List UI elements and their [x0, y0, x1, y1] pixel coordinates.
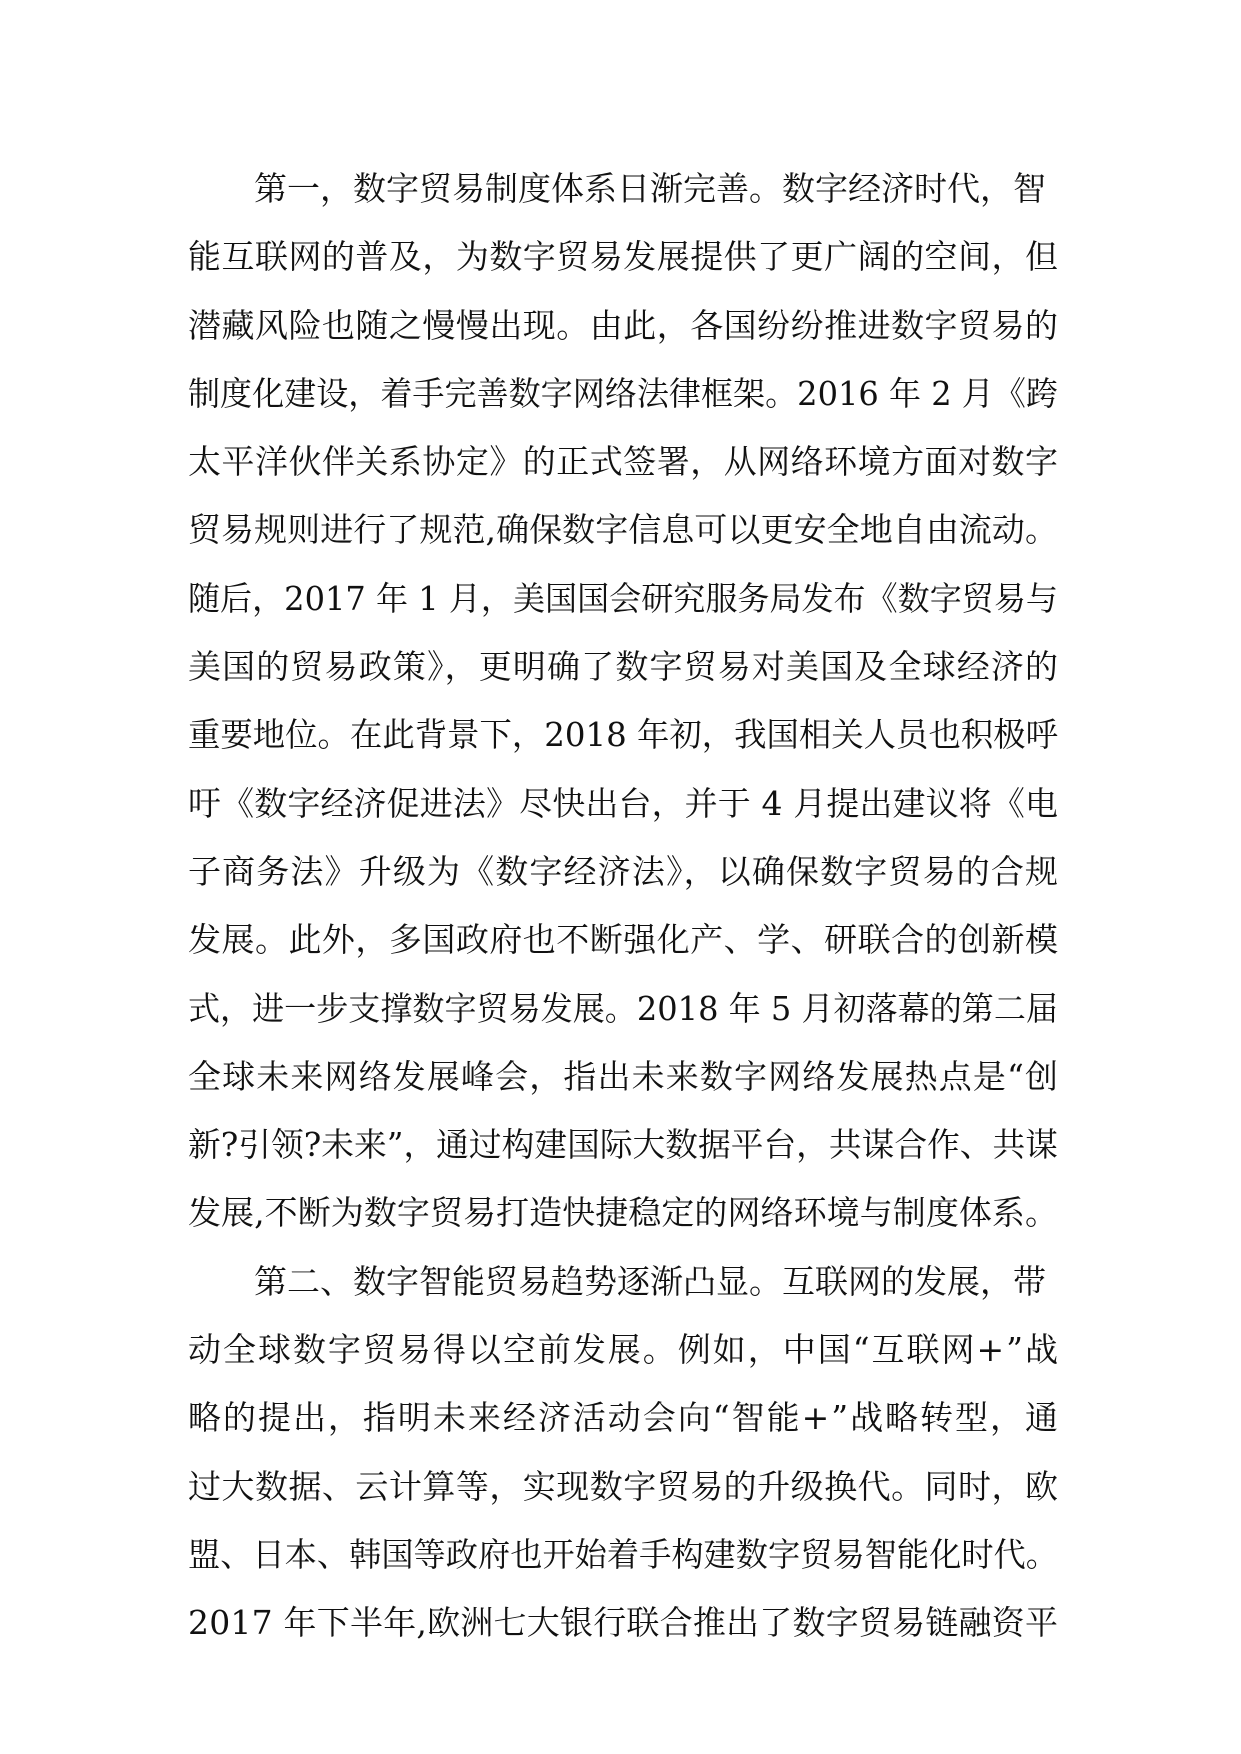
text-line: 美国的贸易政策》，更明确了数字贸易对美国及全球经济的 [188, 647, 1060, 687]
text-line: 发展,不断为数字贸易打造快捷稳定的网络环境与制度体系。 [188, 1193, 1059, 1233]
text-line: 过大数据、云计算等，实现数字贸易的升级换代。同时，欧 [188, 1466, 1059, 1506]
text-line: 潜藏风险也随之慢慢出现。由此，各国纷纷推进数字贸易的 [188, 305, 1059, 345]
text-line: 能互联网的普及，为数字贸易发展提供了更广阔的空间，但 [188, 237, 1059, 277]
text-line: 子商务法》升级为《数字经济法》，以确保数字贸易的合规 [188, 851, 1060, 891]
text-line: 重要地位。在此背景下，2018 年初，我国相关人员也积极呼 [188, 715, 1058, 755]
body-text [188, 155, 1058, 1658]
text-line: 略的提出，指明未来经济活动会向“智能+”战略转型，通 [188, 1398, 1060, 1438]
text-line: 全球未来网络发展峰会，指出未来数字网络发展热点是“创 [188, 1056, 1060, 1096]
text-line: 贸易规则进行了规范,确保数字信息可以更安全地自由流动。 [188, 510, 1059, 550]
text-line: 2017 年下半年,欧洲七大银行联合推出了数字贸易链融资平 [188, 1603, 1059, 1643]
text-line: 吁《数字经济促进法》尽快出台，并于 4 月提出建议将《电 [188, 783, 1059, 823]
text-line: 新?引领?未来”，通过构建国际大数据平台，共谋合作、共谋 [188, 1125, 1058, 1165]
paragraph-1 [188, 155, 1058, 1248]
text-line: 制度化建设，着手完善数字网络法律框架。2016 年 2 月《跨 [188, 373, 1058, 413]
text-line: 太平洋伙伴关系协定》的正式签署，从网络环境方面对数字 [188, 442, 1059, 482]
paragraph-2 [188, 1248, 1058, 1658]
text-line: 盟、日本、韩国等政府也开始着手构建数字贸易智能化时代。 [188, 1534, 1058, 1574]
text-line: 随后，2017 年 1 月，美国国会研究服务局发布《数字贸易与 [188, 578, 1058, 618]
text-line: 第二、数字智能贸易趋势逐渐凸显。互联网的发展，带 [254, 1261, 1046, 1301]
text-line: 第一，数字贸易制度体系日渐完善。数字经济时代，智 [254, 169, 1046, 208]
text-line: 发展。此外，多国政府也不断强化产、学、研联合的创新模 [188, 920, 1059, 960]
text-line: 动全球数字贸易得以空前发展。例如，中国“互联网+”战 [188, 1330, 1060, 1370]
text-line: 式，进一步支撑数字贸易发展。2018 年 5 月初落幕的第二届 [188, 988, 1058, 1028]
